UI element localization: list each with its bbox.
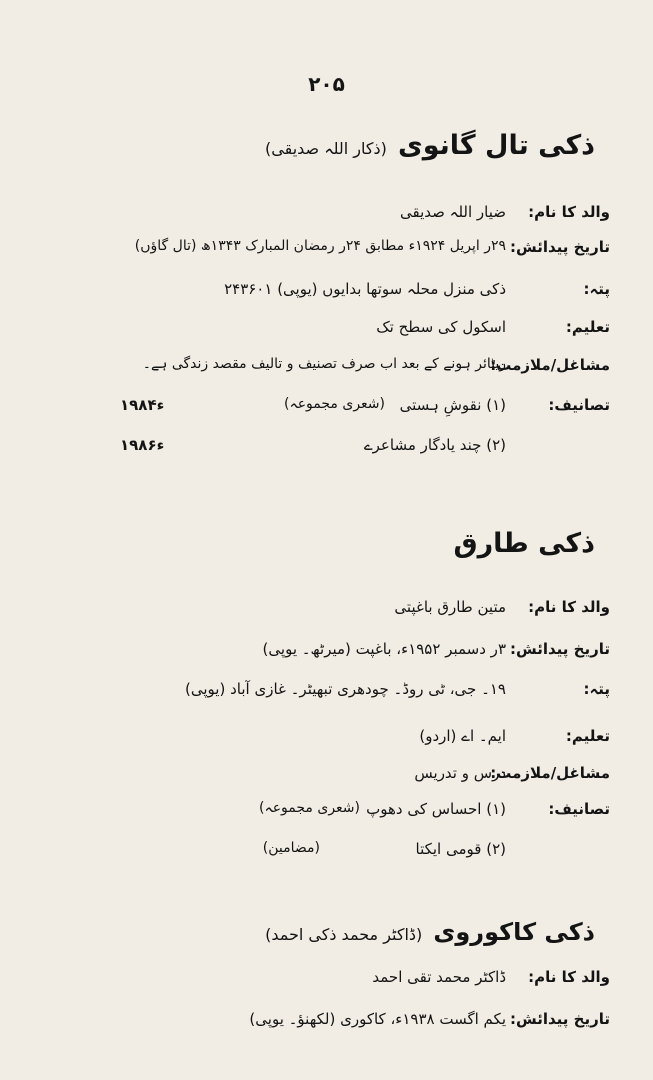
entry-name: ذکی طارق — [453, 528, 595, 559]
field-row — [20, 640, 610, 674]
field-row — [20, 356, 610, 390]
entry-heading — [265, 918, 595, 946]
field-row — [20, 727, 610, 761]
field-row — [20, 280, 610, 314]
field-label: مشاغل/ملازمت: — [490, 356, 610, 374]
work-year: ۱۹۸۴ء — [120, 396, 165, 414]
field-row — [20, 840, 610, 874]
field-label: تاریخ پیدائش: — [510, 640, 610, 658]
work-note: (شعری مجموعہ) — [284, 396, 385, 412]
field-row — [20, 598, 610, 632]
work-note: (مضامین) — [262, 840, 320, 856]
field-label: والد کا نام: — [528, 968, 610, 986]
field-row — [20, 436, 610, 470]
field-value: یکم اگست ۱۹۳۸ء، کاکوری (لکھنؤ۔ یوپی) — [249, 1010, 506, 1028]
page-number: ۲۰۵ — [308, 72, 345, 96]
entry-name: ذکی تال گانوی — [397, 130, 595, 161]
field-row — [20, 680, 610, 714]
work-title: (۱) احساس کی دھوپ — [366, 800, 506, 818]
field-value: اسکول کی سطح تک — [376, 318, 506, 336]
field-value: ۲۹ر اپریل ۱۹۲۴ء مطابق ۲۴ر رمضان المبارک ۱۳۴۳ھ (تال گاؤں) — [134, 238, 506, 254]
field-label: تاریخ پیدائش: — [510, 238, 610, 256]
field-row — [20, 318, 610, 352]
field-value: متین طارق باغپتی — [394, 598, 506, 616]
field-label: پتہ: — [583, 280, 610, 298]
work-title: (۲) قومی ایکتا — [415, 840, 506, 858]
work-note: (شعری مجموعہ) — [259, 800, 360, 816]
entry-name: ذکی کاکوروی — [433, 918, 595, 946]
field-value: ذکی منزل محلہ سوتھا بدایوں (یوپی) ۲۴۳۶۰۱ — [224, 280, 506, 298]
field-value: ڈاکٹر محمد تقی احمد — [372, 968, 506, 986]
entry-heading — [453, 528, 595, 559]
field-value: ۳ر دسمبر ۱۹۵۲ء، باغپت (میرٹھ۔ یوپی) — [262, 640, 506, 658]
field-row — [20, 800, 610, 834]
field-row — [20, 968, 610, 1002]
field-label: والد کا نام: — [528, 598, 610, 616]
field-row — [20, 1010, 610, 1044]
field-value: درس و تدریس — [414, 764, 506, 782]
field-row — [20, 238, 610, 272]
work-title: (۱) نقوشِ ہستی — [399, 396, 506, 414]
field-label: تصانیف: — [548, 396, 610, 414]
field-value: ۱۹۔ جی، ٹی روڈ۔ چودھری تبھیٹر۔ غازی آباد (یوپی) — [185, 680, 506, 698]
field-label: مشاغل/ملازمت: — [490, 764, 610, 782]
field-row — [20, 764, 610, 798]
entry-alias: (ذکار اللہ صدیقی) — [265, 139, 387, 158]
field-value: ضیار اللہ صدیقی — [400, 203, 506, 221]
field-value: ریٹائر ہونے کے بعد اب صرف تصنیف و تالیف مقصد زندگی ہے۔ — [142, 356, 506, 372]
field-label: تعلیم: — [565, 318, 610, 336]
field-label: پتہ: — [583, 680, 610, 698]
entry-heading — [265, 130, 595, 161]
field-label: تاریخ پیدائش: — [510, 1010, 610, 1028]
field-row — [20, 203, 610, 237]
field-label: تصانیف: — [548, 800, 610, 818]
entry-alias: (ڈاکٹر محمد ذکی احمد) — [265, 925, 423, 944]
work-title: (۲) چند یادگار مشاعرے — [363, 436, 506, 454]
field-row — [20, 396, 610, 430]
field-label: تعلیم: — [565, 727, 610, 745]
field-label: والد کا نام: — [528, 203, 610, 221]
work-year: ۱۹۸۶ء — [120, 436, 165, 454]
field-value: ایم۔ اے (اردو) — [419, 727, 506, 745]
